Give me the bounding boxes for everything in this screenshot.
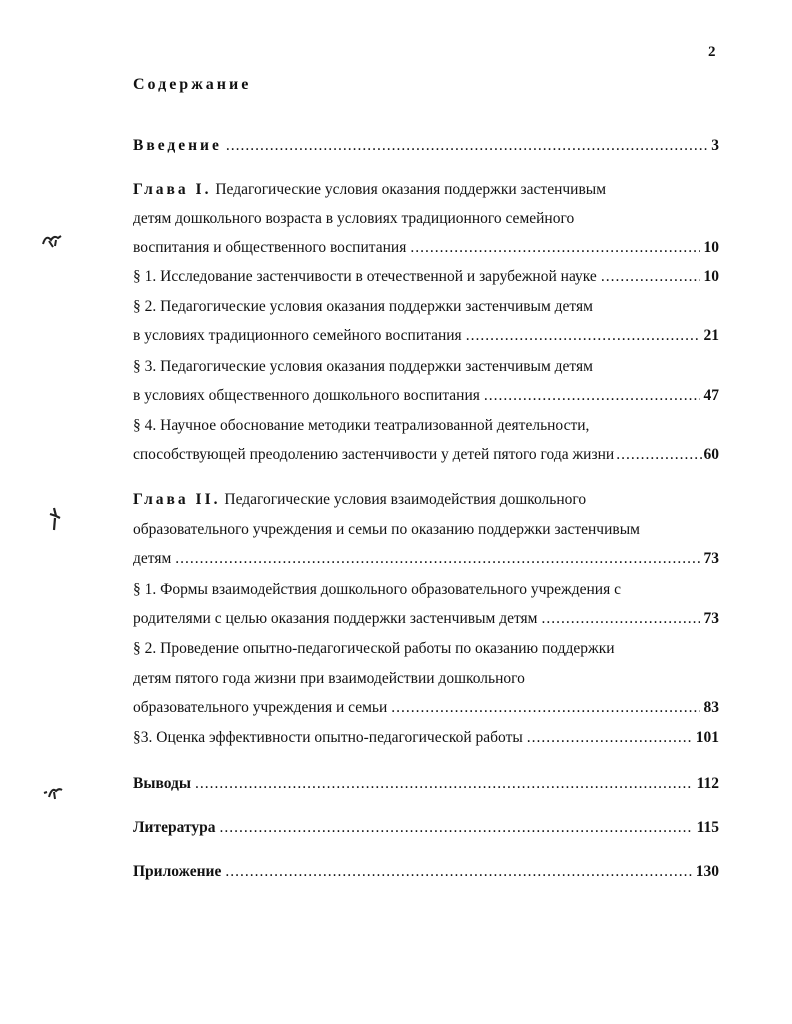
toc-title: Содержание xyxy=(133,76,252,93)
toc-entry-conclusions xyxy=(133,774,719,794)
leader-dots xyxy=(226,136,707,156)
chapter1-section1 xyxy=(133,267,719,287)
intro-page: 3 xyxy=(711,137,719,154)
chapter1-page: 10 xyxy=(703,239,719,256)
leader-dots xyxy=(175,549,699,569)
section-title: родителями с целью оказания поддержки застенчивым детям xyxy=(133,610,538,627)
chapter2-section1 xyxy=(133,609,719,629)
chapter1-title-line2: детям дошкольного возраста в условиях традиционного семейного xyxy=(133,210,575,227)
section-title: в условиях общественного дошкольного воспитания xyxy=(133,387,480,404)
conclusions-title: Выводы xyxy=(133,775,191,792)
leader-dots xyxy=(616,445,701,465)
chapter1-title-line3: воспитания и общественного воспитания xyxy=(133,239,407,256)
appendix-title: Приложение xyxy=(133,863,222,880)
section-title: в условиях традиционного семейного воспитания xyxy=(133,327,462,344)
section-page: 60 xyxy=(703,446,719,463)
section-title: § 1. Исследование застенчивости в отечественной и зарубежной науке xyxy=(133,268,597,285)
section-page: 10 xyxy=(703,268,719,285)
chapter2-section3 xyxy=(133,728,719,748)
page-number: 2 xyxy=(708,44,716,60)
leader-dots xyxy=(195,774,693,794)
chapter2-title-line3-row xyxy=(133,549,719,569)
chapter1-section4 xyxy=(133,445,719,465)
toc-entry-literature xyxy=(133,818,719,838)
chapter1-title-line3-row xyxy=(133,238,719,258)
chapter2-section2-line1: § 2. Проведение опытно-педагогической работы по оказанию поддержки xyxy=(133,640,615,657)
section-page: 101 xyxy=(695,729,719,746)
chapter2-heading xyxy=(133,490,719,510)
chapter1-heading xyxy=(133,180,719,200)
literature-title: Литература xyxy=(133,819,216,836)
chapter1-section3-line1: § 3. Педагогические условия оказания поддержки застенчивым детям xyxy=(133,358,593,375)
chapter1-section4-line1: § 4. Научное обоснование методики театрализованной деятельности, xyxy=(133,417,590,434)
leader-dots xyxy=(527,728,692,748)
chapter2-section2 xyxy=(133,698,719,718)
chapter1-section3 xyxy=(133,386,719,406)
chapter2-page: 73 xyxy=(703,550,719,567)
appendix-page: 130 xyxy=(695,863,719,880)
leader-dots xyxy=(601,267,700,287)
section-title: способствующей преодолению застенчивости у детей пятого года жизни xyxy=(133,446,615,463)
leader-dots xyxy=(219,818,692,838)
leader-dots xyxy=(391,698,699,718)
section-page: 21 xyxy=(703,327,719,344)
margin-mark-icon xyxy=(46,506,64,537)
chapter2-title-line3: детям xyxy=(133,550,172,567)
toc-entry-intro xyxy=(133,136,719,156)
margin-mark-icon xyxy=(40,232,64,255)
section-page: 47 xyxy=(703,387,719,404)
chapter2-title-line1: Педагогические условия взаимодействия дошкольного xyxy=(224,491,587,508)
section-page: 83 xyxy=(703,699,719,716)
chapter2-section2-line2: детям пятого года жизни при взаимодействии дошкольного xyxy=(133,670,525,687)
literature-page: 115 xyxy=(696,819,719,836)
chapter1-section2 xyxy=(133,326,719,346)
leader-dots xyxy=(541,609,699,629)
conclusions-page: 112 xyxy=(696,775,719,792)
intro-title: Введение xyxy=(133,137,222,154)
chapter1-title-line1: Педагогические условия оказания поддержки застенчивым xyxy=(215,181,606,198)
chapter1-section2-line1: § 2. Педагогические условия оказания поддержки застенчивым детям xyxy=(133,298,593,315)
chapter2-title-line2: образовательного учреждения и семьи по оказанию поддержки застенчивым xyxy=(133,521,640,538)
chapter2-section1-line1: § 1. Формы взаимодействия дошкольного образовательного учреждения с xyxy=(133,581,621,598)
chapter1-label: Глава I. xyxy=(133,181,212,198)
leader-dots xyxy=(225,862,691,882)
chapter2-label: Глава II. xyxy=(133,491,221,508)
leader-dots xyxy=(410,238,699,258)
leader-dots xyxy=(466,326,700,346)
section-page: 73 xyxy=(703,610,719,627)
section-title: образовательного учреждения и семьи xyxy=(133,699,388,716)
margin-mark-icon xyxy=(42,784,64,807)
toc-entry-appendix xyxy=(133,862,719,882)
leader-dots xyxy=(484,386,700,406)
section-title: §3. Оценка эффективности опытно-педагогической работы xyxy=(133,729,523,746)
